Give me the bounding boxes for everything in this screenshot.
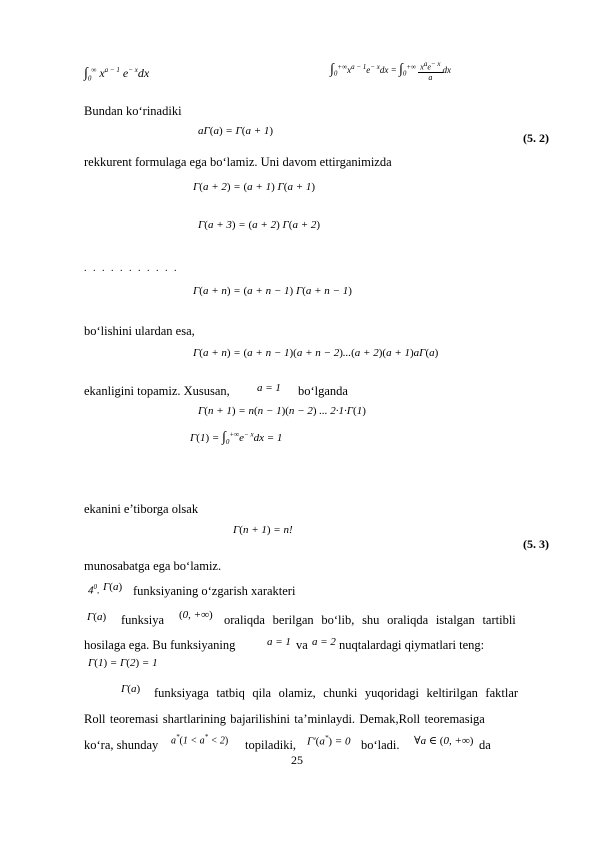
formula-p1-equal: Γ(1) = Γ(2) = 1 [88, 657, 158, 669]
formula-eq1: aΓ(a) = Γ(a + 1) [198, 125, 274, 137]
text-bolganda: bo‘lganda [298, 384, 348, 398]
formula-top-right: $\int_0^{+\infty}x^{a - 1}e^{- x}dx = \int_0^{+\infty}$ $\frac{x^ae^{- x}}{a}$ dx [330, 60, 451, 82]
formula-p1-gamma: Γ(a) [87, 611, 107, 623]
formula-eq3: Γ(a + 3) = (a + 2) Γ(a + 2) [198, 219, 321, 231]
equation-number-5-2: (5. 2) [523, 131, 549, 145]
text-dots: . . . . . . . . . . . [84, 263, 179, 274]
text-p1-funksiya: funksiya [121, 613, 165, 627]
formula-top-left: $\int_0^\infty$ $x^{a - 1}$ $e^{- x}dx$ [84, 66, 150, 83]
text-bolishini: bo‘lishini ulardan esa, [84, 324, 195, 338]
text-p2-line1: funksiyaga tatbiq qila olamiz, chunki yuqoridagi keltirilgan faktlar [154, 686, 519, 700]
formula-p2-astar: a*(1 < a* < 2) [171, 733, 229, 747]
formula-p1-interval: (0, +∞) [179, 609, 213, 621]
page-number: 25 [291, 753, 303, 767]
formula-eq7: $\Gamma(1) = \int_0^{+\infty}e^{- x}dx = 1$ [190, 430, 283, 447]
text-rekkurent: rekkurent formulaga ega bo‘lamiz. Uni davom ettirganimizda [84, 155, 392, 169]
text-p2-boladi: bo‘ladi. [361, 738, 400, 752]
text-ekanligini: ekanligini topamiz. Xususan, [84, 384, 230, 398]
formula-eq4: Γ(a + n) = (a + n − 1) Γ(a + n − 1) [193, 285, 352, 297]
text-p1-oraliqda: oraliqda berilgan bo‘lib, shu oraliqda istalgan tartibli [224, 613, 516, 627]
formula-p1-a1: a = 1 [267, 636, 291, 648]
text-munosabatga: munosabatga ega bo‘lamiz. [84, 559, 222, 573]
text-p1-hosilaga: hosilaga ega. Bu funksiyaning [84, 638, 236, 652]
formula-p2-forall: ∀a ∈ (0, +∞) [414, 735, 474, 747]
text-p1-va: va [296, 638, 308, 652]
section-number: $4^0$. [88, 583, 100, 597]
formula-a-equals-1: a = 1 [257, 382, 281, 394]
formula-eq8: Γ(n + 1) = n! [233, 524, 293, 536]
text-p2-da: da [479, 738, 491, 752]
text-ekanini: ekanini e’tiborga olsak [84, 502, 199, 516]
text-p1-nuqtalardagi: nuqtalardagi qiymatlari teng: [339, 638, 485, 652]
formula-eq2: Γ(a + 2) = (a + 1) Γ(a + 1) [193, 181, 316, 193]
formula-p1-a2: a = 2 [312, 636, 336, 648]
equation-number-5-3: (5. 3) [523, 537, 549, 551]
text-p2-line2: Roll teoremasi shartlarining bajarilishini ta’minlaydi. Demak,Roll teoremasiga [84, 712, 485, 726]
formula-section-gamma: Γ(a) [103, 581, 123, 593]
formula-p2-gamma: Γ(a) [121, 683, 141, 695]
text-bundan: Bundan ko‘rinadiki [84, 104, 182, 118]
text-p2-topiladiki: topiladiki, [245, 738, 297, 752]
text-p2-shunday: ko‘ra, shunday [84, 738, 159, 752]
formula-p2-deriv: Γ′(a*) = 0 [307, 734, 351, 748]
section-title: funksiyaning o‘zgarish xarakteri [133, 584, 296, 598]
formula-eq6: Γ(n + 1) = n(n − 1)(n − 2) ... 2·1·Γ(1) [198, 405, 366, 417]
formula-eq5: Γ(a + n) = (a + n − 1)(a + n − 2)...(a + 2)(a + 1)aΓ(a) [193, 347, 439, 359]
